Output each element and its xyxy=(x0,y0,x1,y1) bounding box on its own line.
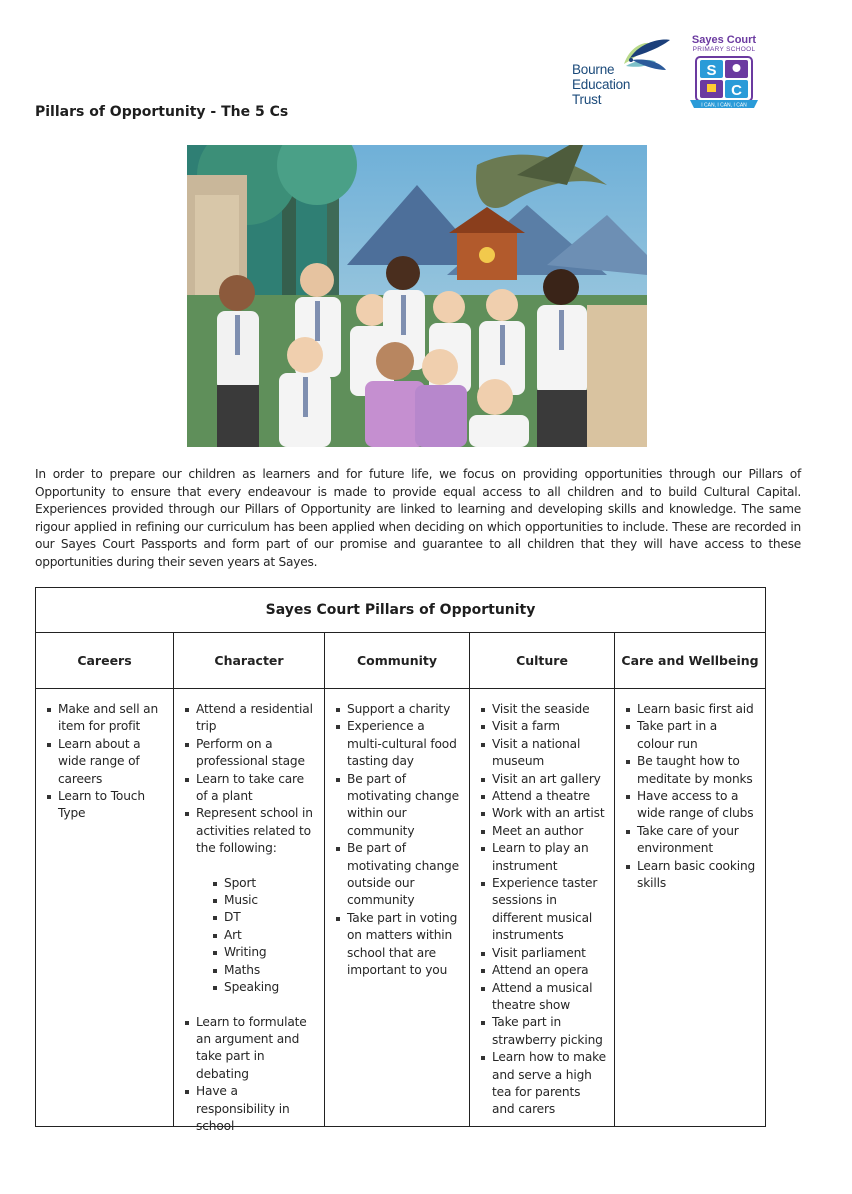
sub-list-item: DT xyxy=(224,909,316,926)
list-item: Learn basic cooking skills xyxy=(637,858,757,893)
list-item: Learn to take care of a plant xyxy=(196,771,316,806)
list-item: Visit the seaside xyxy=(492,701,606,718)
column-careers xyxy=(36,632,174,1126)
list-item: Perform on a professional stage xyxy=(196,736,316,771)
list-item: Experience taster sessions in different musical instruments xyxy=(492,875,606,945)
list-item: Take part in voting on matters within school that are important to you xyxy=(347,910,461,980)
list-item: Be part of motivating change within our community xyxy=(347,771,461,841)
sayes-logo-subtitle: PRIMARY SCHOOL xyxy=(692,46,756,53)
list-item: Learn how to make and serve a high tea for parents and carers xyxy=(492,1049,606,1119)
sub-list-item: Writing xyxy=(224,944,316,961)
sub-list-item: Speaking xyxy=(224,979,316,996)
list-item: Represent school in activities related to the following: xyxy=(196,805,316,857)
column-header-character: Character xyxy=(174,632,324,689)
intro-paragraph: In order to prepare our children as learners and for future life, we focus on providing opportunities through our Pillars of Opportunity to ensure that every endeavour is made to provide equal access to all children and to build Cultural Capital. Experiences provided through our Pillars of Opportunity are linked to learning and developing skills and knowledge. The same rigour applied in refining our curriculum has been applied when deciding on which opportunities to include. These are recorded in our Sayes Court Passports and form part of our promise and guarantee to all children that they will have access to these opportunities during their seven years at Sayes. xyxy=(35,467,801,569)
bourne-education-trust-logo xyxy=(572,36,672,110)
list-item: Work with an artist xyxy=(492,805,606,822)
list-item: Learn to Touch Type xyxy=(58,788,165,823)
table-title: Sayes Court Pillars of Opportunity xyxy=(36,588,765,633)
care-wellbeing-list xyxy=(625,701,757,892)
list-item: Make and sell an item for profit xyxy=(58,701,165,736)
svg-text:S: S xyxy=(706,62,717,79)
column-care-and-wellbeing xyxy=(615,632,765,1126)
list-item: Learn basic first aid xyxy=(637,701,757,718)
list-item: Visit a farm xyxy=(492,718,606,735)
column-header-culture: Culture xyxy=(470,632,614,689)
list-item: Be taught how to meditate by monks xyxy=(637,753,757,788)
character-sublist xyxy=(184,875,316,997)
list-item: Visit a national museum xyxy=(492,736,606,771)
character-list-continued xyxy=(184,1014,316,1136)
sub-list-item: Maths xyxy=(224,962,316,979)
svg-text:C: C xyxy=(731,82,742,99)
column-community xyxy=(325,632,470,1126)
list-item: Have access to a wide range of clubs xyxy=(637,788,757,823)
character-list xyxy=(184,701,316,858)
bourne-logo-text: Bourne Education Trust xyxy=(572,62,631,107)
list-item: Attend a theatre xyxy=(492,788,606,805)
sub-list-item: Art xyxy=(224,927,316,944)
list-item: Experience a multi-cultural food tasting day xyxy=(347,718,461,770)
community-list xyxy=(335,701,461,980)
column-culture xyxy=(470,632,615,1126)
list-item: Take part in a colour run xyxy=(637,718,757,753)
sayes-logo-name: Sayes Court xyxy=(691,34,757,46)
school-crest-icon xyxy=(688,56,760,110)
list-item: Support a charity xyxy=(347,701,461,718)
list-item: Learn to play an instrument xyxy=(492,840,606,875)
careers-list xyxy=(46,701,165,823)
column-character xyxy=(174,632,325,1133)
sayes-court-logo xyxy=(684,34,764,110)
list-item: Meet an author xyxy=(492,823,606,840)
list-item: Take part in strawberry picking xyxy=(492,1014,606,1049)
list-item: Be part of motivating change outside our community xyxy=(347,840,461,910)
page-title: Pillars of Opportunity - The 5 Cs xyxy=(35,104,289,120)
list-item: Learn about a wide range of careers xyxy=(58,736,165,788)
sub-list-item: Sport xyxy=(224,875,316,892)
column-header-care-wellbeing: Care and Wellbeing xyxy=(615,632,765,689)
list-item: Visit an art gallery xyxy=(492,771,606,788)
list-item: Have a responsibility in school xyxy=(196,1083,316,1135)
children-group-photo xyxy=(187,145,647,447)
list-item: Attend a residential trip xyxy=(196,701,316,736)
list-item: Visit parliament xyxy=(492,945,606,962)
culture-list xyxy=(480,701,606,1119)
column-header-community: Community xyxy=(325,632,469,689)
column-header-careers: Careers xyxy=(36,632,173,689)
pillars-table xyxy=(35,587,766,1133)
list-item: Attend an opera xyxy=(492,962,606,979)
list-item: Attend a musical theatre show xyxy=(492,980,606,1015)
list-item: Take care of your environment xyxy=(637,823,757,858)
sayes-motto: I CAN, I CAN, I CAN xyxy=(701,102,747,109)
sub-list-item: Music xyxy=(224,892,316,909)
list-item: Learn to formulate an argument and take part in debating xyxy=(196,1014,316,1084)
